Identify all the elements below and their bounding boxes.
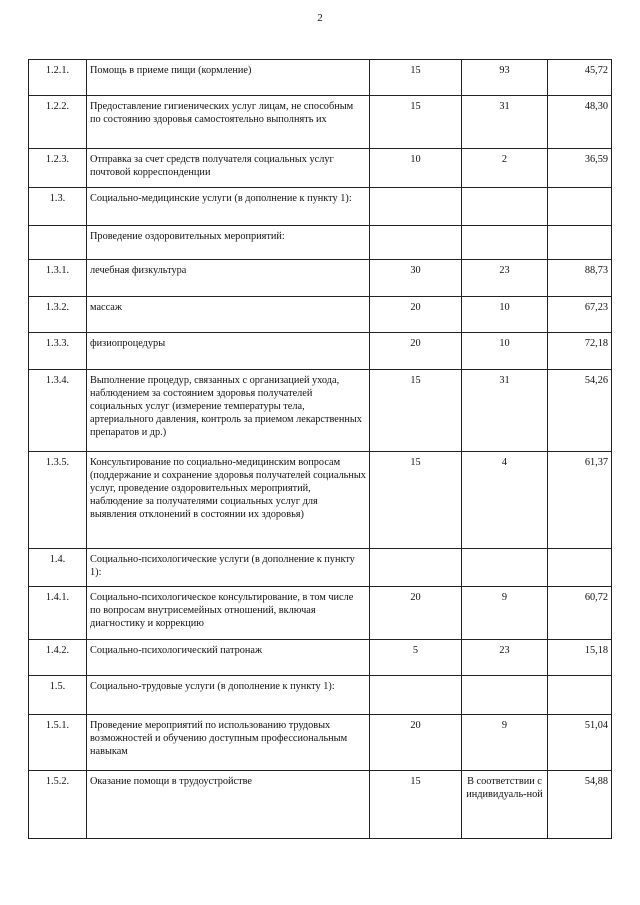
row-number: 1.4.1. bbox=[29, 587, 87, 640]
table-row bbox=[29, 188, 612, 226]
value-a: 20 bbox=[370, 333, 462, 370]
value-a: 20 bbox=[370, 715, 462, 771]
service-name: Выполнение процедур, связанных с организацией ухода, наблюдением за состоянием здоровья получателей социальных услуг (измерение температуры тела, артериального давления, контроль за приемом лекарственных препаратов и др.) bbox=[87, 370, 370, 452]
row-number bbox=[29, 226, 87, 260]
subsection-heading: Проведение оздоровительных мероприятий: bbox=[87, 226, 370, 260]
table-row bbox=[29, 226, 612, 260]
row-number: 1.2.2. bbox=[29, 96, 87, 149]
service-name: Социально-психологический патронаж bbox=[87, 640, 370, 676]
table-row bbox=[29, 333, 612, 370]
price: 36,59 bbox=[548, 149, 612, 188]
section-heading: Социально-медицинские услуги (в дополнение к пункту 1): bbox=[87, 188, 370, 226]
row-number: 1.3.4. bbox=[29, 370, 87, 452]
row-number: 1.3.5. bbox=[29, 452, 87, 549]
price: 67,23 bbox=[548, 297, 612, 333]
price: 15,18 bbox=[548, 640, 612, 676]
value-a: 20 bbox=[370, 587, 462, 640]
value-a bbox=[370, 226, 462, 260]
value-a bbox=[370, 188, 462, 226]
table-row bbox=[29, 771, 612, 839]
row-number: 1.4. bbox=[29, 549, 87, 587]
value-a: 15 bbox=[370, 60, 462, 96]
row-number: 1.4.2. bbox=[29, 640, 87, 676]
value-b: 10 bbox=[462, 333, 548, 370]
price: 51,04 bbox=[548, 715, 612, 771]
table-row bbox=[29, 297, 612, 333]
price: 45,72 bbox=[548, 60, 612, 96]
value-b: 93 bbox=[462, 60, 548, 96]
service-name: физиопроцедуры bbox=[87, 333, 370, 370]
service-name: Консультирование по социально-медицинским вопросам (поддержание и сохранение здоровья получателей социальных услуг, проведение оздоровительных мероприятий, наблюдение за получателями социальных услуг для выявления отклонений в состоянии их здоровья) bbox=[87, 452, 370, 549]
value-b: 9 bbox=[462, 715, 548, 771]
row-number: 1.5.2. bbox=[29, 771, 87, 839]
row-number: 1.2.1. bbox=[29, 60, 87, 96]
table-row bbox=[29, 640, 612, 676]
price: 60,72 bbox=[548, 587, 612, 640]
price bbox=[548, 676, 612, 715]
value-a bbox=[370, 549, 462, 587]
services-table bbox=[28, 59, 612, 839]
service-name: Отправка за счет средств получателя социальных услуг почтовой корреспонденции bbox=[87, 149, 370, 188]
price: 61,37 bbox=[548, 452, 612, 549]
value-b bbox=[462, 676, 548, 715]
value-a: 15 bbox=[370, 96, 462, 149]
table-row bbox=[29, 549, 612, 587]
value-a: 30 bbox=[370, 260, 462, 297]
table-row bbox=[29, 715, 612, 771]
table-row bbox=[29, 587, 612, 640]
service-name: Помощь в приеме пищи (кормление) bbox=[87, 60, 370, 96]
price: 72,18 bbox=[548, 333, 612, 370]
value-b: 9 bbox=[462, 587, 548, 640]
service-name: лечебная физкультура bbox=[87, 260, 370, 297]
price bbox=[548, 188, 612, 226]
value-a: 15 bbox=[370, 771, 462, 839]
table-row bbox=[29, 96, 612, 149]
value-b bbox=[462, 188, 548, 226]
row-number: 1.3. bbox=[29, 188, 87, 226]
section-heading: Социально-психологические услуги (в дополнение к пункту 1): bbox=[87, 549, 370, 587]
price bbox=[548, 226, 612, 260]
table-row bbox=[29, 60, 612, 96]
service-name: Предоставление гигиенических услуг лицам, не способным по состоянию здоровья самостоятельно выполнять их bbox=[87, 96, 370, 149]
price: 48,30 bbox=[548, 96, 612, 149]
row-number: 1.5. bbox=[29, 676, 87, 715]
price bbox=[548, 549, 612, 587]
value-b: 31 bbox=[462, 370, 548, 452]
price: 54,26 bbox=[548, 370, 612, 452]
service-name: Социально-психологическое консультирование, в том числе по вопросам внутрисемейных отношений, включая диагностику и коррекцию bbox=[87, 587, 370, 640]
table-row bbox=[29, 149, 612, 188]
value-b: 2 bbox=[462, 149, 548, 188]
value-a: 5 bbox=[370, 640, 462, 676]
section-heading: Социально-трудовые услуги (в дополнение к пункту 1): bbox=[87, 676, 370, 715]
value-a: 15 bbox=[370, 370, 462, 452]
value-a bbox=[370, 676, 462, 715]
table-row bbox=[29, 676, 612, 715]
value-b: 23 bbox=[462, 640, 548, 676]
value-b bbox=[462, 226, 548, 260]
row-number: 1.3.3. bbox=[29, 333, 87, 370]
row-number: 1.5.1. bbox=[29, 715, 87, 771]
value-a: 15 bbox=[370, 452, 462, 549]
row-number: 1.2.3. bbox=[29, 149, 87, 188]
service-name: массаж bbox=[87, 297, 370, 333]
value-b: 4 bbox=[462, 452, 548, 549]
value-b: 23 bbox=[462, 260, 548, 297]
price: 54,88 bbox=[548, 771, 612, 839]
value-b bbox=[462, 549, 548, 587]
value-b: 10 bbox=[462, 297, 548, 333]
row-number: 1.3.2. bbox=[29, 297, 87, 333]
value-b: 31 bbox=[462, 96, 548, 149]
service-name: Проведение мероприятий по использованию трудовых возможностей и обучению доступным профессиональным навыкам bbox=[87, 715, 370, 771]
table-row bbox=[29, 260, 612, 297]
page-number: 2 bbox=[317, 12, 323, 24]
price: 88,73 bbox=[548, 260, 612, 297]
row-number: 1.3.1. bbox=[29, 260, 87, 297]
table-row bbox=[29, 370, 612, 452]
table-row bbox=[29, 452, 612, 549]
value-b: В соответствии с индивидуаль-ной bbox=[462, 771, 548, 839]
value-a: 20 bbox=[370, 297, 462, 333]
service-name: Оказание помощи в трудоустройстве bbox=[87, 771, 370, 839]
value-a: 10 bbox=[370, 149, 462, 188]
